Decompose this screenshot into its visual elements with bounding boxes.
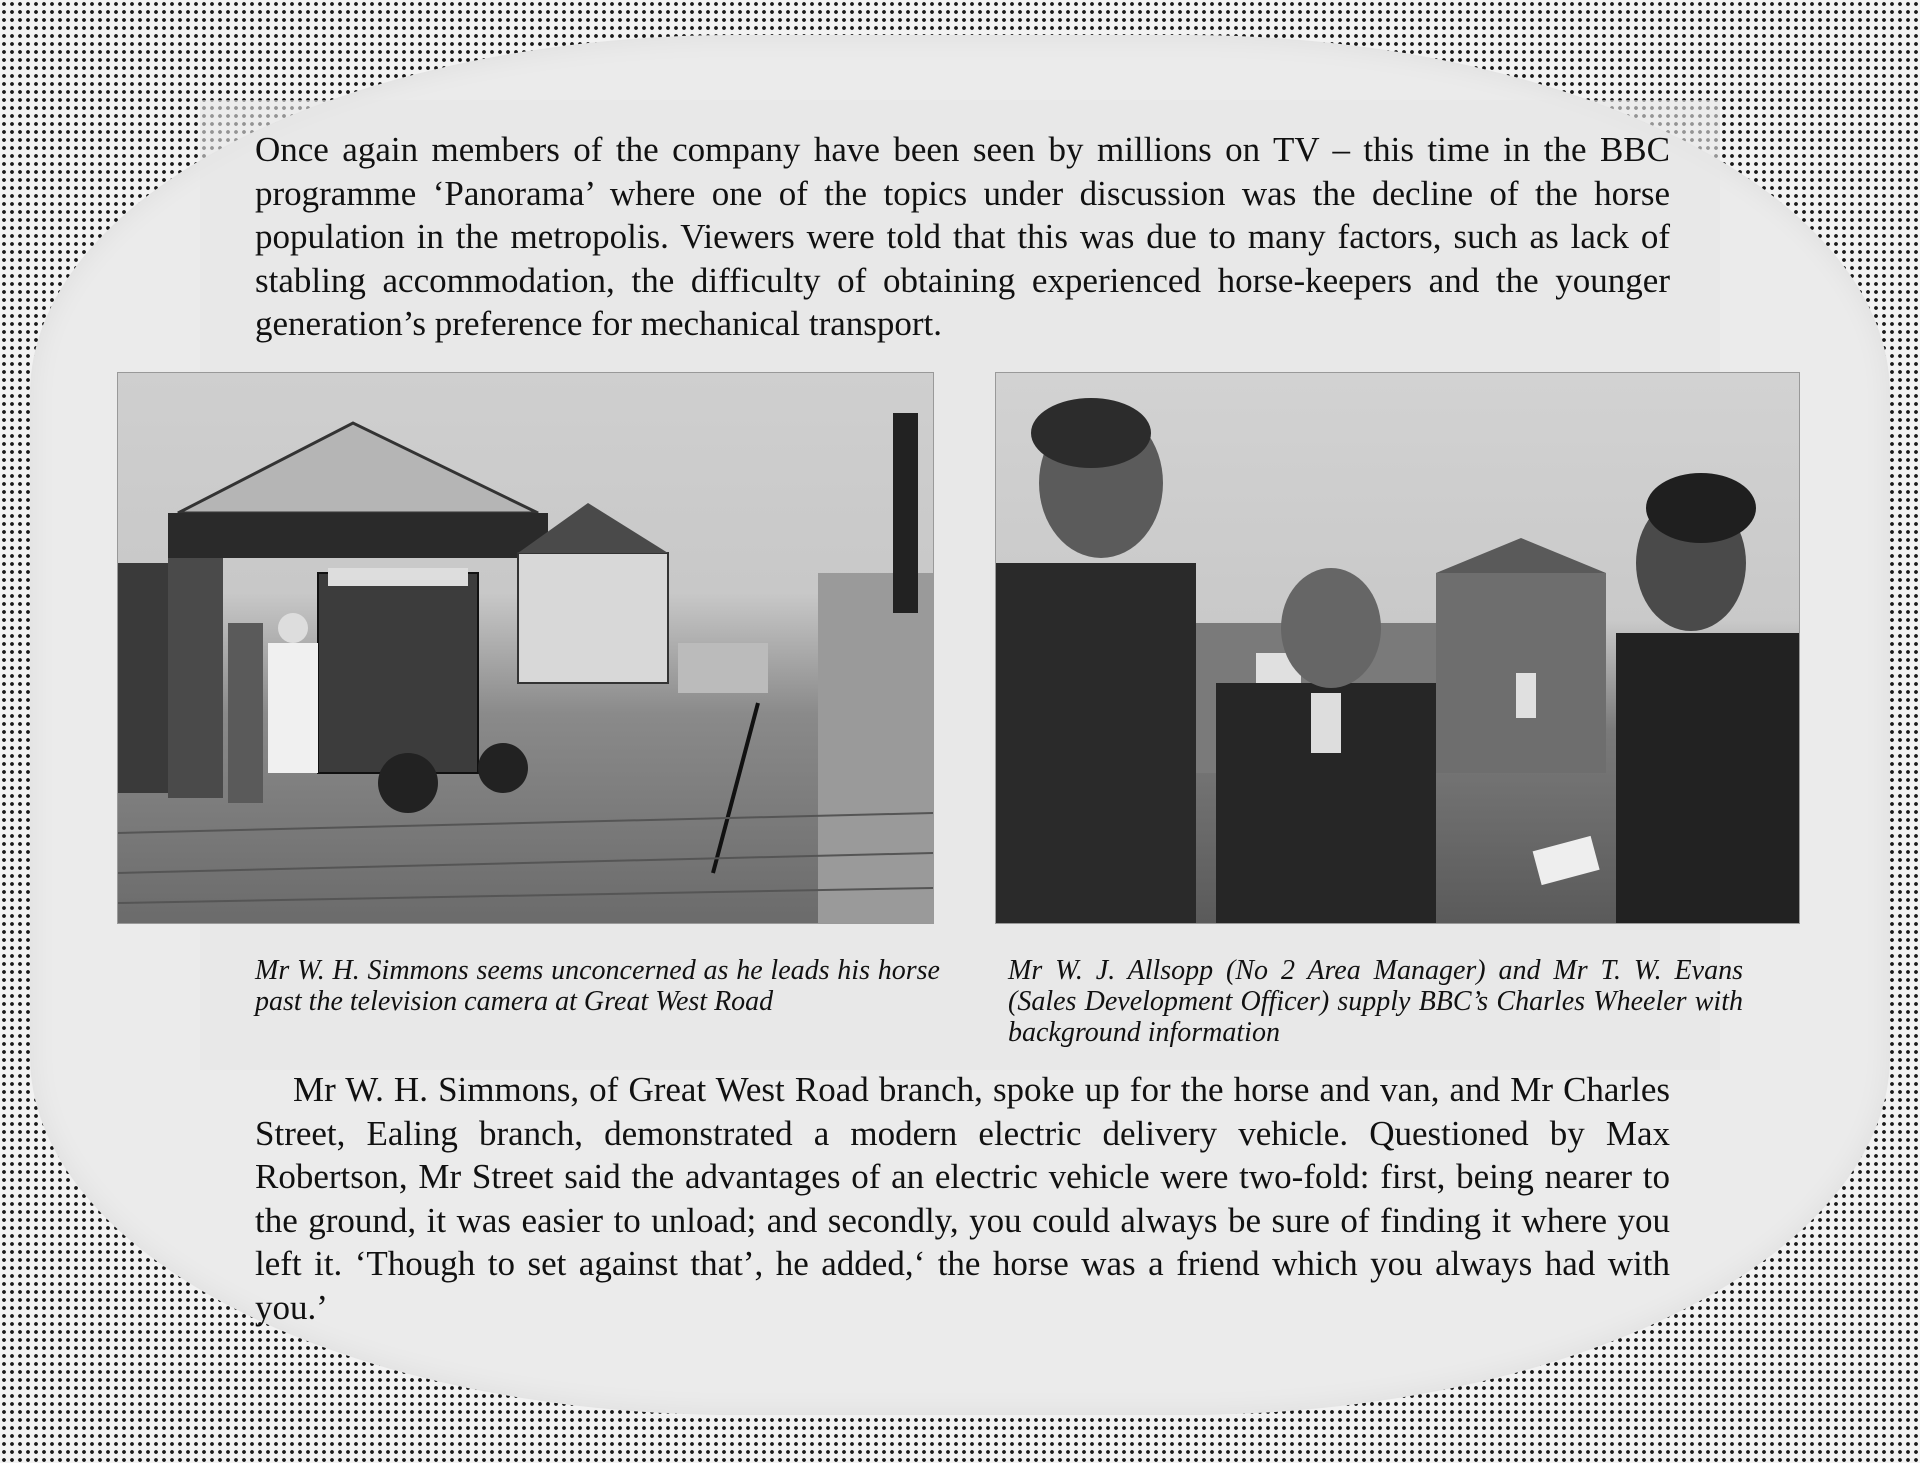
caption-right: Mr W. J. Allsopp (No 2 Area Manager) and Mr T. W. Evans (Sales Development Officer) supply BBC’s Charles Wheeler with background information (1008, 955, 1743, 1048)
photo-horse-and-van (117, 372, 934, 924)
caption-left: Mr W. H. Simmons seems unconcerned as he leads his horse past the television camera at Great West Road (255, 955, 940, 1017)
body-paragraph: Mr W. H. Simmons, of Great West Road branch, spoke up for the horse and van, and Mr Charles Street, Ealing branch, demonstrated a modern electric delivery vehicle. Questioned by Max Robertson, Mr Street said the advantages of an electric vehicle were two-fold: first, being nearer to the ground, it was easier to unload; and secondly, you could always be sure of finding it where you left it. ‘Though to set against that’, he added,‘ the horse was a friend which you always had with you.’ (255, 1070, 1670, 1327)
men-talking-illustration (996, 373, 1799, 923)
photo-three-men-talking (995, 372, 1800, 924)
horse-van-depot-illustration (118, 373, 933, 923)
intro-paragraph: Once again members of the company have been seen by millions on TV – this time in the BBC programme ‘Panorama’ where one of the topics under discussion was the decline of the horse population in the metropolis. Viewers were told that this was due to many factors, such as lack of stabling accommodation, the difficulty of obtaining experienced horse-keepers and the younger generation’s preference for mechanical transport. (255, 130, 1670, 343)
